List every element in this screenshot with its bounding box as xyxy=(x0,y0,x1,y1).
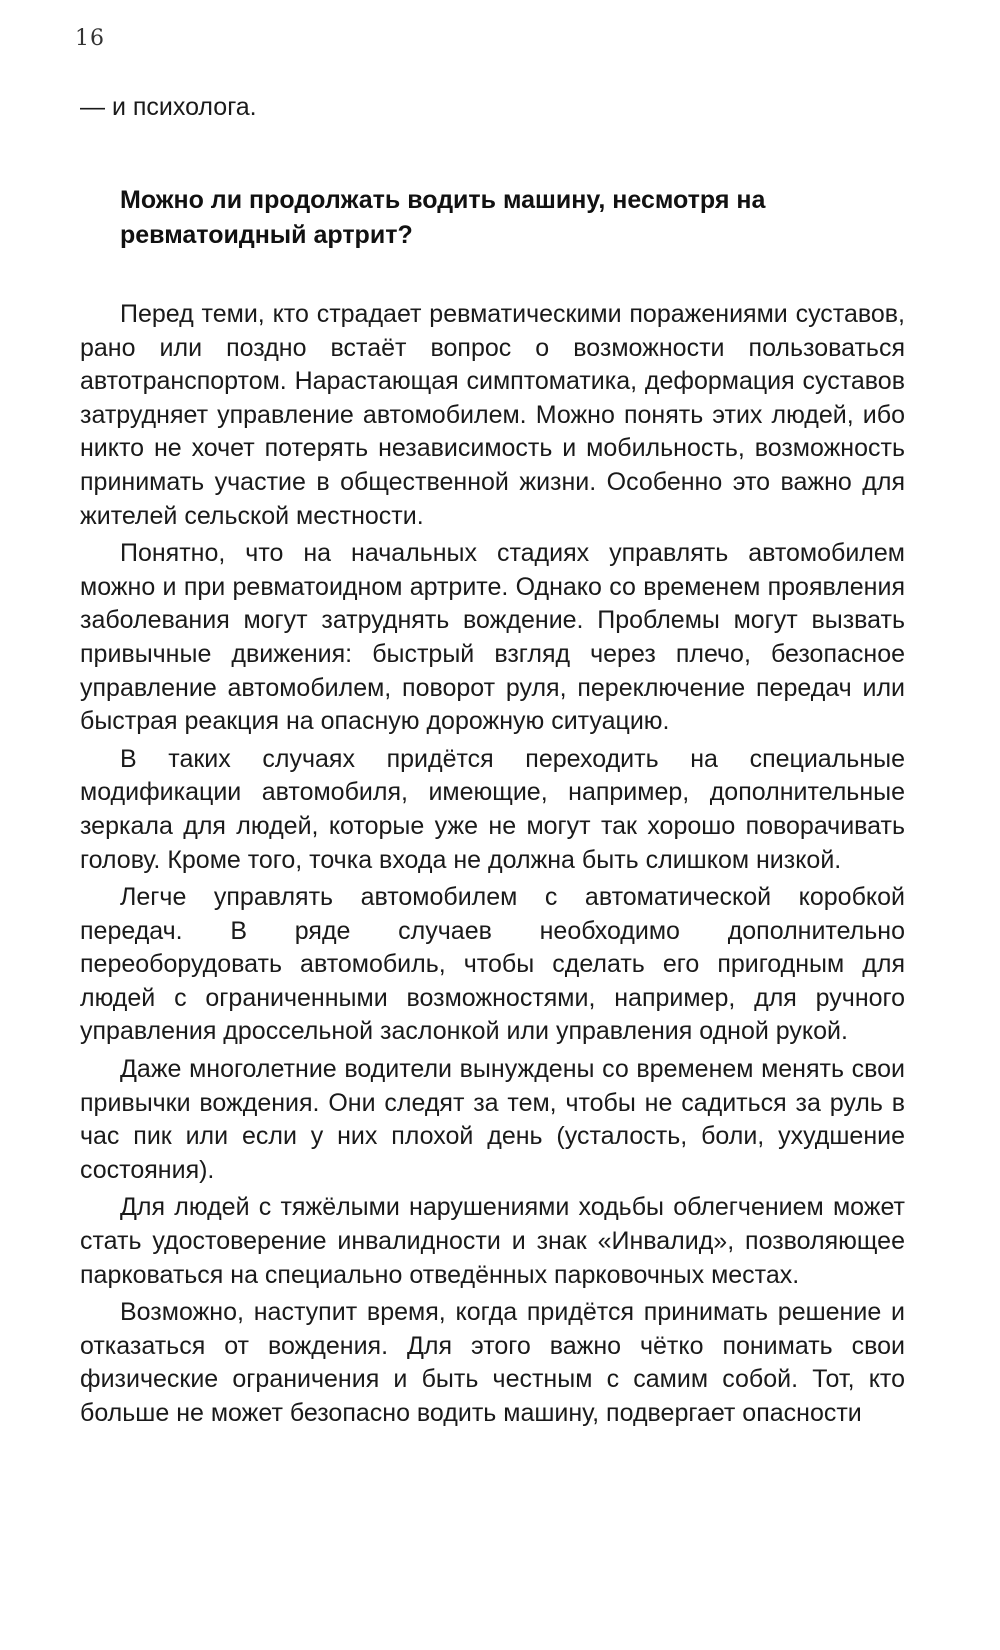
section-heading: Можно ли продолжать водить машину, несмотря на ревматоидный артрит? xyxy=(120,186,766,249)
paragraph: Легче управлять автомобилем с автоматической коробкой передач. В ряде случаев необходимо дополнительно переоборудовать автомобиль, чтобы сделать его пригодным для людей с ограниченными возможностями, например, для ручного управления дроссельной заслонкой или управления одной рукой. xyxy=(80,883,905,1046)
paragraph: Понятно, что на начальных стадиях управлять автомобилем можно и при ревматоидном артрите. Однако со временем проявления заболевания могут затруднять вождение. Проблемы могут вызвать привычные движения: быстрый взгляд через плечо, безопасное управление автомобилем, поворот руля, переключение передач или быстрая реакция на опасную дорожную ситуацию. xyxy=(80,539,905,736)
paragraph: Для людей с тяжёлыми нарушениями ходьбы облегчением может стать удостоверение инвалидности и знак «Инвалид», позволяющее парковаться на специально отведённых парковочных местах. xyxy=(80,1193,905,1289)
paragraph: Перед теми, кто страдает ревматическими поражениями суставов, рано или поздно встаёт вопрос о возможности пользоваться автотранспортом. Нарастающая симптоматика, деформация суставов затрудняет управление автомобилем. Можно понять этих людей, ибо никто не хочет потерять независимость и мобильность, возможность принимать участие в общественной жизни. Особенно это важно для жителей сельской местности. xyxy=(80,300,905,530)
paragraph: В таких случаях придётся переходить на специальные модификации автомобиля, имеющие, например, дополнительные зеркала для людей, которые уже не могут так хорошо поворачивать голову. Кроме того, точка входа не должна быть слишком низкой. xyxy=(80,744,905,874)
paragraph: Возможно, наступит время, когда придётся принимать решение и отказаться от вождения. Для этого важно чётко понимать свои физические ограничения и быть честным с самим собой. Тот, кто больше не может безопасно водить машину, подвергает опасности xyxy=(80,1298,905,1427)
section-body xyxy=(80,298,905,1435)
paragraph: Даже многолетние водители вынуждены со временем менять свои привычки вождения. Они следят за тем, чтобы не садиться за руль в час пик или если у них плохой день (усталость, боли, ухудшение состояния). xyxy=(80,1055,905,1184)
continued-line: — и психолога. xyxy=(80,93,257,121)
page-number: 16 xyxy=(75,26,105,51)
